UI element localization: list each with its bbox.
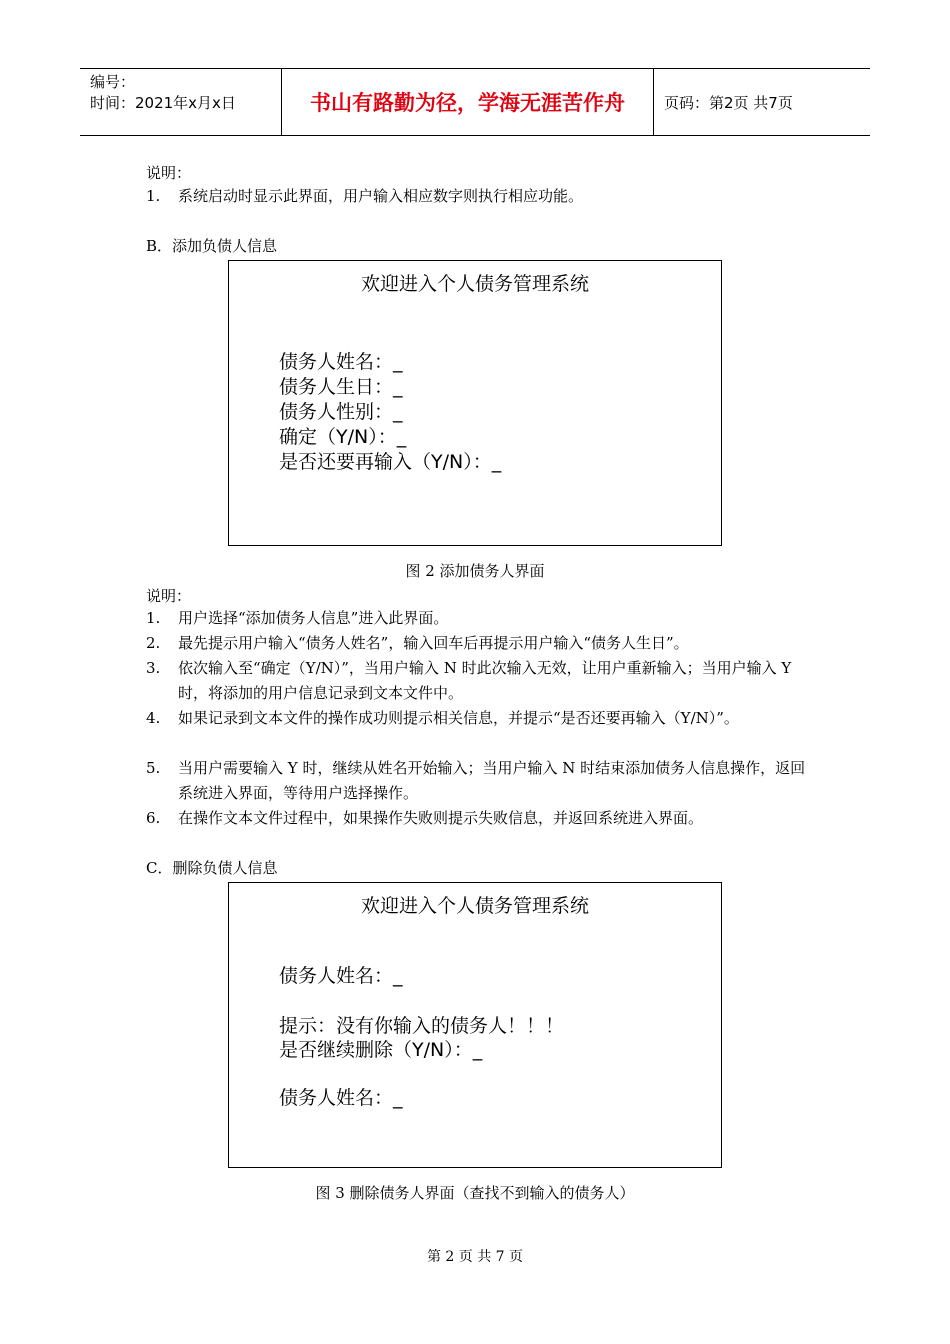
page-header	[80, 68, 870, 136]
delete-debtor-screen	[228, 882, 722, 1168]
list-item	[146, 806, 808, 831]
list-item-number: 6.	[146, 809, 161, 827]
screen-line-warning: 提示：没有你输入的债务人！！！	[279, 1015, 565, 1037]
list-item-text: 系统启动时显示此界面，用户输入相应数字则执行相应功能。	[178, 187, 584, 205]
list-item-text: 如果记录到文本文件的操作成功则提示相关信息，并提示“是否还要再输入（Y/N）”。	[178, 709, 739, 727]
screen-line-confirm: 确定（Y/N）：_	[279, 426, 407, 448]
screen-title: 欢迎进入个人债务管理系统	[360, 895, 589, 917]
page-footer: 第 2 页 共 7 页	[426, 1249, 524, 1265]
list-item-text: 当用户需要输入 Y 时，继续从姓名开始输入；当用户输入 N 时结束添加债务人信息操作，返回系统进入界面，等待用户选择操作。	[178, 759, 806, 802]
screen-title: 欢迎进入个人债务管理系统	[360, 273, 589, 295]
list-item-text: 在操作文本文件过程中，如果操作失败则提示失败信息，并返回系统进入界面。	[178, 809, 704, 827]
screen-line-name-again: 债务人姓名：_	[279, 1087, 403, 1109]
list-item	[146, 631, 808, 656]
section-heading-c: C．删除负债人信息	[146, 859, 278, 877]
list-item-text: 用户选择“添加债务人信息”进入此界面。	[178, 609, 449, 627]
list-item-number: 3.	[146, 659, 161, 677]
screen-line-continue-delete: 是否继续删除（Y/N）：_	[279, 1039, 483, 1061]
list-item-number: 2.	[146, 634, 161, 652]
screen-line-gender: 债务人性别：_	[279, 401, 403, 423]
header-meta	[80, 69, 282, 135]
note-label-b: 说明：	[146, 587, 192, 605]
screen-line-name: 债务人姓名：_	[279, 965, 403, 987]
list-item	[146, 706, 808, 731]
section-heading-b: B．添加负债人信息	[146, 237, 278, 255]
document-time: 时间：2021年x月x日	[90, 94, 236, 112]
list-item-number: 1.	[146, 609, 161, 627]
note-label-a: 说明：	[146, 164, 192, 182]
header-motto: 书山有路勤为径，学海无涯苦作舟	[282, 69, 654, 135]
list-item-text: 最先提示用户输入“债务人姓名”，输入回车后再提示用户输入“债务人生日”。	[178, 634, 689, 652]
screen-line-continue: 是否还要再输入（Y/N）：_	[279, 451, 502, 473]
list-item	[146, 756, 808, 806]
figure-caption-2: 图 2 添加债务人界面	[405, 562, 545, 580]
list-item	[146, 656, 808, 706]
screen-line-birthday: 债务人生日：_	[279, 376, 403, 398]
list-item-number: 5.	[146, 759, 161, 777]
screen-line-name: 债务人姓名：_	[279, 351, 403, 373]
list-item	[146, 184, 808, 209]
figure-caption-3: 图 3 删除债务人界面（查找不到输入的债务人）	[315, 1184, 635, 1202]
list-item	[146, 606, 808, 631]
list-item-text: 依次输入至“确定（Y/N）”，当用户输入 N 时此次输入无效，让用户重新输入；当用户输入 Y 时，将添加的用户信息记录到文本文件中。	[178, 659, 792, 702]
list-item-number: 4.	[146, 709, 161, 727]
document-number: 编号：	[90, 73, 136, 91]
list-item-number: 1.	[146, 187, 161, 205]
header-page-info: 页码：第2页 共7页	[664, 93, 793, 112]
add-debtor-screen	[228, 260, 722, 546]
